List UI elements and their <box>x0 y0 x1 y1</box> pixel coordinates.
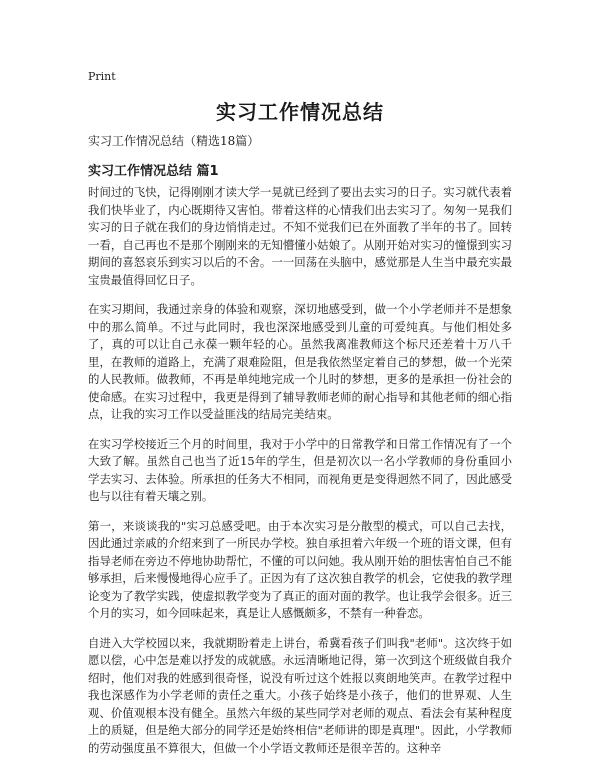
paragraph-1: 时间过的飞快，记得刚刚才读大学一晃就已经到了要出去实习的日子。实习就代表着我们快毕业了，内心既期待又害怕。带着这样的心情我们出去实习了。匆匆一晃我们实习的日子就在我们的身边悄悄走过。不知不觉我们已在外面教了半年的书了。回转一看，自己再也不是那个刚刚来的无知懵懂小姑娘了。从刚开始对实习的憧憬到实习期间的喜怒哀乐到实习以后的不舍。一一回荡在头脑中，感觉那是人生当中最充实最宝贵最值得回忆日子。 <box>88 185 512 287</box>
paragraph-5: 自进入大学校园以来，我就期盼着走上讲台，希冀看孩子们叫我"老师"。这次终于如愿以偿，心中怎是难以抒发的成就感。永远清晰地记得，第一次到这个班级做自我介绍时，他们对我的姓感到很奇怪，说没有听过这个姓报以爽朗地笑声。在教学过程中我也深感作为小学老师的责任之重大。小孩子始终是小孩子，他们的世界观、人生观、价值观根本没有健全。虽然六年级的某些同学对老师的观点、看法会有某种程度上的质疑，但是绝大部分的同学还是始终相信"老师讲的即是真理"。因此，小学教师的劳动强度虽不算很大，但做一个小学语文教师还是很辛苦的。这种辛 <box>88 635 512 755</box>
document-body <box>88 184 512 769</box>
print-link[interactable]: Print <box>88 70 116 83</box>
paragraph-2: 在实习期间，我通过亲身的体验和观察，深切地感受到，做一个小学老师并不是想象中的那么简单。不过与此同时，我也深深地感受到儿童的可爱纯真。与他们相处多了，真的可以让自己永葆一颗年轻的心。虽然我离准教师这个标尺还差着十万八千里，在教师的道路上，充满了艰难险阻，但是我依然坚定着自己的梦想，做一个光荣的人民教师。做教师，不再是单纯地完成一个儿时的梦想，更多的是承担一份社会的使命感。在实习过程中，我更是得到了辅导教师老师的耐心指导和其他老师的细心指点，让我的实习工作以受益匪浅的结局完美结束。 <box>88 302 512 421</box>
paragraph-3: 在实习学校接近三个月的时间里，我对于小学中的日常教学和日常工作情况有了一个大致了解。虽然自己也当了近15年的学生，但是初次以一名小学教师的身份重回小学去实习、去体验。所承担的任务大不相同，而视角更是变得迥然不同了，因此感受也与以往有着天壤之别。 <box>88 436 512 503</box>
document-subtitle: 实习工作情况总结（精选18篇） <box>88 134 260 148</box>
paragraph-4: 第一，来谈谈我的"实习总感受吧。由于本次实习是分散型的模式，可以自己去找，因此通过亲戚的介绍来到了一所民办学校。独自承担着六年级一个班的语文课，但有指导老师在旁边不停地协助帮忙，不懂的可以问她。我从刚开始的胆怯害怕自己不能够承担，后来慢慢地得心应手了。正因为有了这次独自教学的机会，它使我的教学理论变为了教学实践，使虚拟教学变为了真正的面对面的教学。也让我学会很多。近三个月的实习，如今回味起来，真是让人感慨颇多，不禁有一种眷恋。 <box>88 518 512 620</box>
document-title: 实习工作情况总结 <box>216 100 384 124</box>
section-heading: 实习工作情况总结 篇1 <box>88 164 219 179</box>
